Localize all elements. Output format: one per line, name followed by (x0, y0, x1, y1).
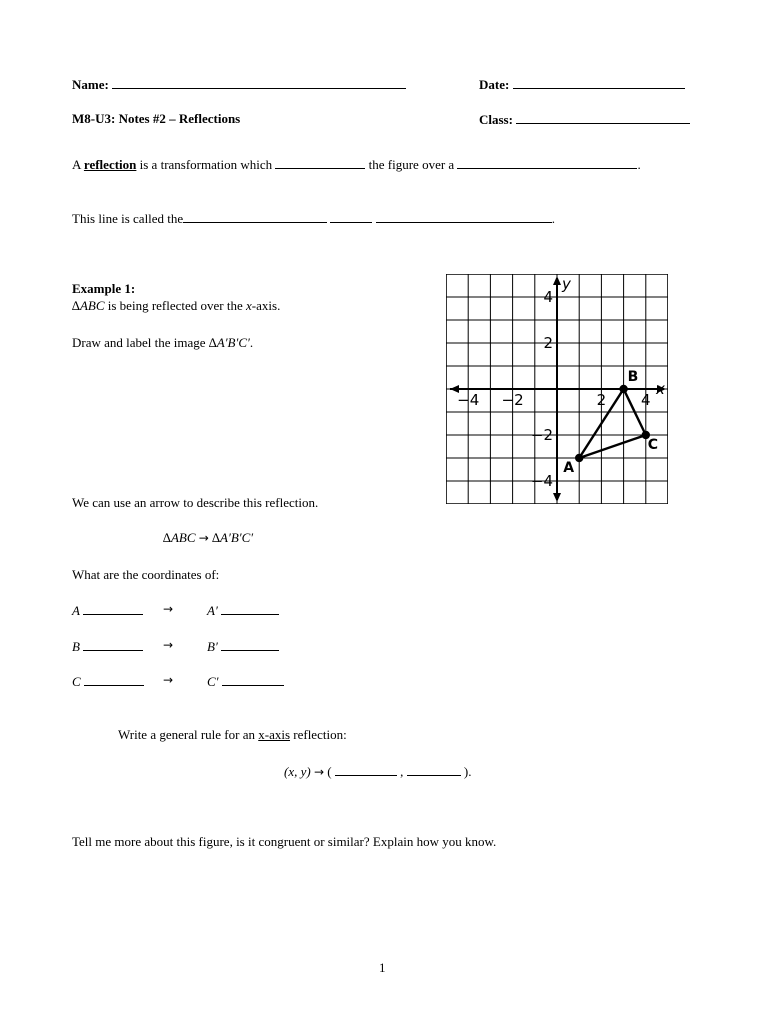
draw-end: . (249, 335, 254, 350)
triangle-abc (579, 389, 646, 458)
y-tick-label: −2 (530, 426, 553, 444)
rule-blank-x[interactable] (335, 763, 397, 776)
definition-middle: is a transformation which (139, 157, 273, 172)
coord-blank-b-prime[interactable] (221, 638, 279, 651)
class-row (479, 111, 690, 128)
definition-end: . (637, 157, 641, 172)
draw-instruction (72, 335, 253, 351)
statement-axis-suffix: -axis. (251, 298, 281, 313)
line-blank-3[interactable] (376, 210, 552, 223)
right-arrow-icon: → (163, 673, 174, 687)
arrow-notation (163, 530, 253, 546)
line-sentence (72, 210, 555, 227)
date-row (479, 76, 685, 93)
example-heading: Example 1: (72, 281, 136, 296)
y-tick-label: 4 (543, 288, 553, 306)
coord-row-c-image (207, 673, 284, 690)
definition-term: reflection (83, 157, 137, 172)
definition-blank-2[interactable] (457, 156, 637, 169)
coord-label-c: C (72, 674, 81, 689)
coord-blank-c[interactable] (84, 673, 144, 686)
x-tick-label: −4 (457, 391, 480, 409)
point-label-c: C (647, 437, 659, 453)
class-label: Class: (479, 112, 513, 127)
rule-close-paren: ). (463, 764, 472, 779)
coord-row-a (72, 602, 143, 619)
coords-question: What are the coordinates of: (72, 567, 220, 582)
definition-blank-1[interactable] (275, 156, 365, 169)
rule-suffix: reflection: (293, 727, 347, 742)
x-axis-label: x (656, 380, 665, 398)
triangle-abc: ∆ABC (72, 298, 105, 313)
draw-prefix: Draw and label the image (72, 335, 206, 350)
rule-open-paren: ( (327, 764, 332, 779)
line-blank-2[interactable] (330, 210, 372, 223)
arrow-rhs: ∆A′B′C′ (212, 530, 254, 545)
arrow-sentence: We can use an arrow to describe this reflection. (72, 495, 319, 510)
right-arrow-icon: → (313, 765, 325, 779)
definition-prefix: A (72, 157, 81, 172)
example-statement (72, 298, 280, 314)
y-axis-arrow-icon (553, 493, 561, 502)
definition-after-blank: the figure over a (368, 157, 455, 172)
coordinate-grid[interactable] (446, 274, 668, 504)
rule-formula (284, 763, 471, 780)
point-b (619, 385, 627, 393)
image-triangle: ∆A′B′C′ (208, 335, 250, 350)
coord-label-c-prime: C′ (207, 674, 219, 689)
right-arrow-icon: → (163, 638, 174, 652)
point-a (575, 454, 583, 462)
rule-prefix: Write a general rule for an (118, 727, 255, 742)
statement-text: is being reflected over the (107, 298, 243, 313)
coord-row-c (72, 673, 144, 690)
name-field[interactable] (112, 76, 406, 89)
rule-comma: , (400, 764, 404, 779)
right-arrow-icon: → (163, 602, 174, 616)
name-row (72, 76, 406, 93)
right-arrow-icon: → (198, 531, 209, 545)
page-title: M8-U3: Notes #2 – Reflections (72, 111, 241, 126)
x-tick-label: −2 (501, 391, 524, 409)
y-tick-label: 2 (543, 334, 553, 352)
coord-blank-c-prime[interactable] (222, 673, 284, 686)
coord-label-b-prime: B′ (207, 639, 218, 654)
y-axis-arrow-icon (553, 276, 561, 285)
page-number: 1 (379, 960, 386, 975)
y-tick-label: −4 (530, 472, 553, 490)
coord-row-a-image (207, 602, 279, 619)
rule-lhs: (x, y) (284, 764, 311, 779)
date-label: Date: (479, 77, 510, 92)
coord-blank-b[interactable] (83, 638, 143, 651)
rule-instruction (118, 727, 347, 743)
point-label-a: A (563, 460, 575, 476)
class-field[interactable] (516, 111, 690, 124)
date-field[interactable] (513, 76, 685, 89)
arrow-lhs: ∆ABC (163, 530, 196, 545)
point-label-b: B (627, 369, 639, 385)
rule-blank-y[interactable] (407, 763, 461, 776)
coord-blank-a-prime[interactable] (221, 602, 279, 615)
coord-label-a-prime: A′ (207, 603, 218, 618)
y-axis-label: y (562, 275, 571, 293)
coord-row-b-image (207, 638, 279, 655)
statement-axis: x (246, 298, 252, 313)
line-sentence-end: . (551, 211, 555, 226)
x-tick-label: 4 (641, 391, 651, 409)
coord-label-a: A (72, 603, 80, 618)
congruence-question: Tell me more about this figure, is it congruent or similar? Explain how you know. (72, 834, 497, 849)
line-sentence-prefix: This line is called the (72, 211, 184, 226)
x-tick-label: 2 (596, 391, 607, 409)
line-blank-1[interactable] (183, 210, 327, 223)
rule-axis: x-axis (258, 727, 291, 742)
coord-row-b (72, 638, 143, 655)
coord-blank-a[interactable] (83, 602, 143, 615)
definition-sentence (72, 156, 641, 173)
coordinate-grid-figure[interactable] (446, 274, 668, 504)
coord-label-b: B (72, 639, 80, 654)
name-label: Name: (72, 77, 109, 92)
